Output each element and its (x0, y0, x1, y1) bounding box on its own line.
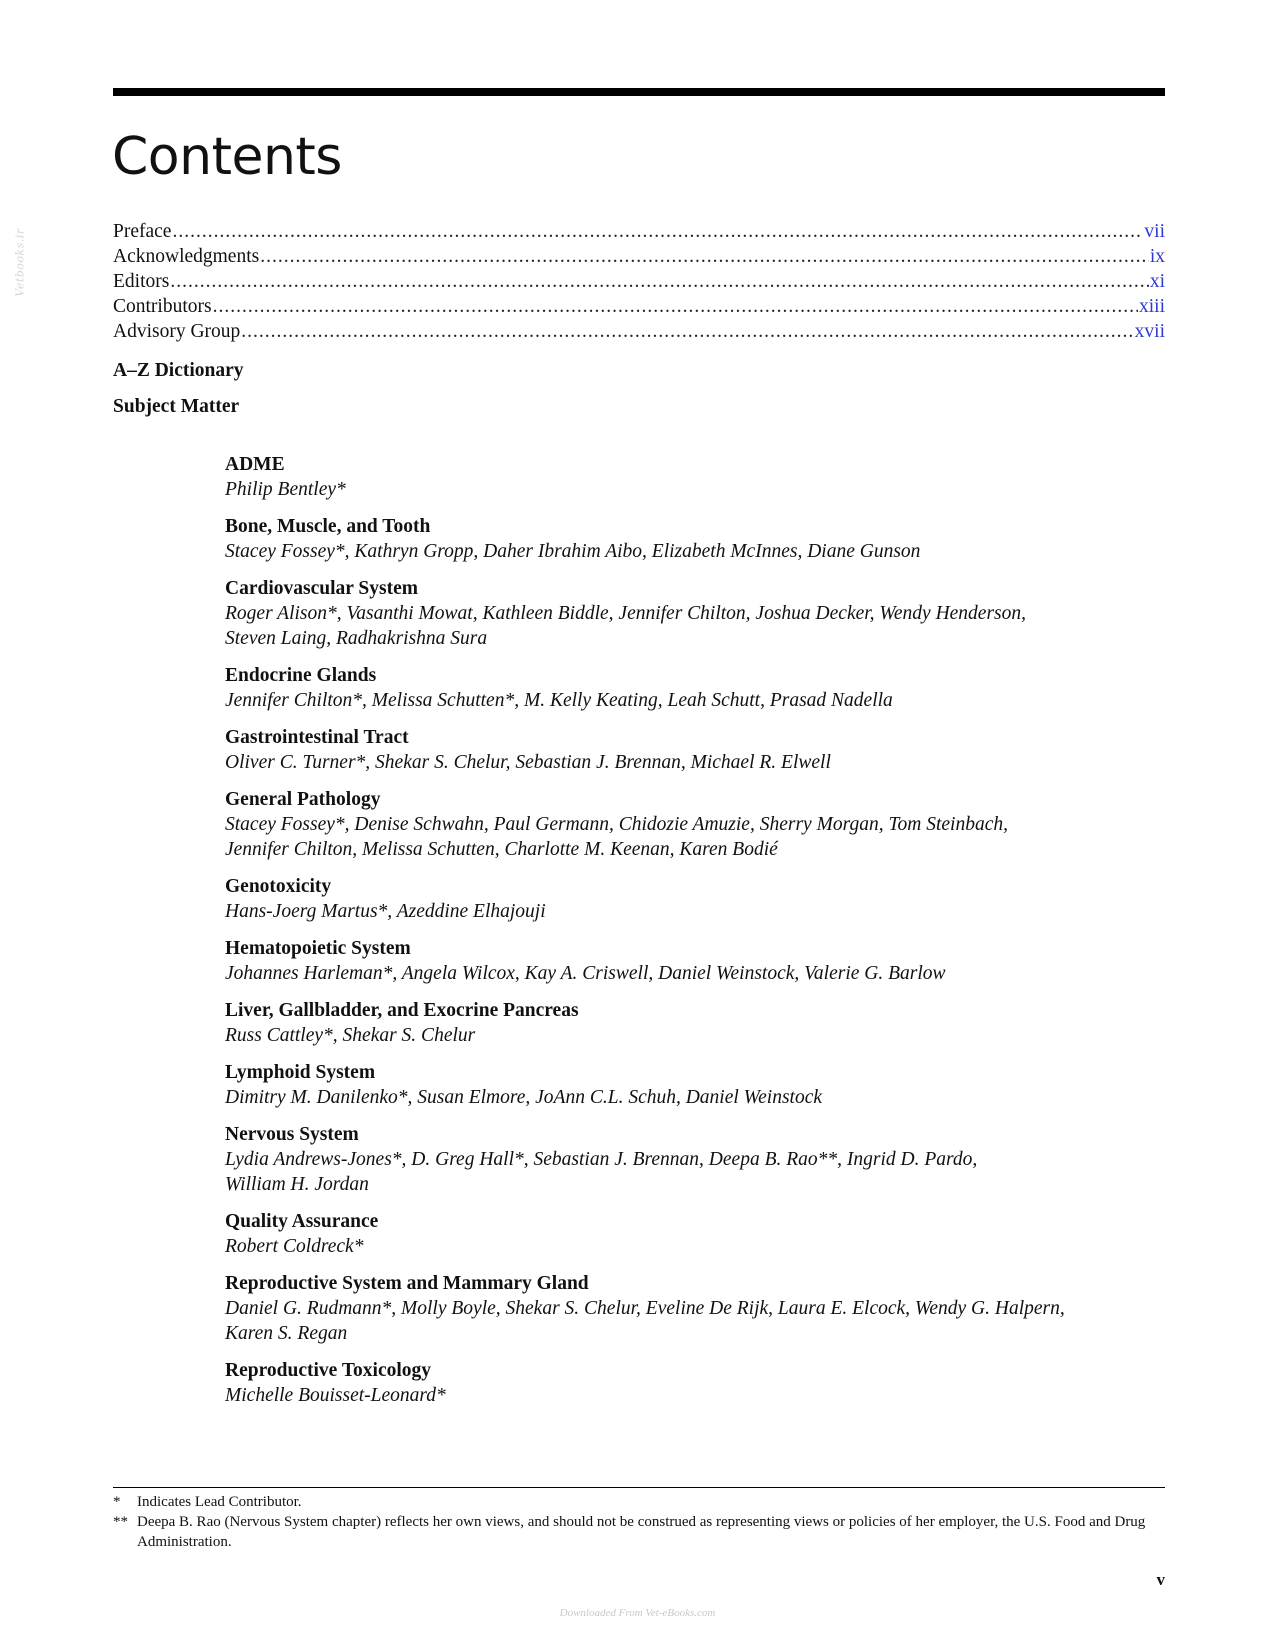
toc-entry-label: Advisory Group (113, 321, 241, 342)
chapter-entry (225, 1358, 1165, 1408)
chapter-title[interactable]: ADME (225, 454, 285, 475)
chapter-authors: Johannes Harleman*, Angela Wilcox, Kay A. Criswell, Daniel Weinstock, Valerie G. Barlow (225, 963, 946, 984)
footnote-mark: ** (113, 1514, 128, 1530)
toc-page-link[interactable]: vii (1144, 221, 1165, 242)
chapter-title[interactable]: Hematopoietic System (225, 938, 411, 959)
dot-leader (172, 219, 1143, 244)
chapter-authors: Russ Cattley*, Shekar S. Chelur (225, 1025, 476, 1046)
chapter-entry (225, 725, 1165, 775)
bottom-watermark: Downloaded From Vet-eBooks.com (559, 1607, 716, 1619)
chapter-entry (225, 787, 1165, 862)
chapter-title[interactable]: Reproductive Toxicology (225, 1360, 432, 1381)
chapter-entry (225, 576, 1165, 651)
chapter-entry (225, 514, 1165, 564)
footnotes (113, 1492, 1165, 1552)
toc-entry-advisory-group[interactable] (113, 319, 1165, 344)
toc-entry-editors[interactable] (113, 269, 1165, 294)
dot-leader (213, 294, 1138, 319)
footnote-text: Deepa B. Rao (Nervous System chapter) reflects her own views, and should not be construed as representing views or policies of her employer, the U.S. Food and Drug Administration. (137, 1514, 1146, 1550)
toc-entry-label: Preface (113, 221, 172, 242)
chapter-entry (225, 1122, 1165, 1197)
chapter-authors: Lydia Andrews-Jones*, D. Greg Hall*, Sebastian J. Brennan, Deepa B. Rao**, Ingrid D. Pardo, William H. Jordan (225, 1149, 978, 1195)
toc-page-link[interactable]: xi (1149, 271, 1165, 292)
chapter-authors: Philip Bentley* (225, 479, 346, 500)
toc-entry-label: Acknowledgments (113, 246, 260, 267)
chapter-authors: Michelle Bouisset-Leonard* (225, 1385, 446, 1406)
footnote-text: Indicates Lead Contributor. (137, 1494, 302, 1510)
chapter-entry (225, 663, 1165, 713)
chapter-title[interactable]: Lymphoid System (225, 1062, 376, 1083)
page-number: v (1156, 1570, 1165, 1589)
chapter-entry (225, 998, 1165, 1048)
chapter-authors: Daniel G. Rudmann*, Molly Boyle, Shekar S. Chelur, Eveline De Rijk, Laura E. Elcock, Wendy G. Halpern, Karen S. Regan (225, 1298, 1065, 1344)
chapter-entry (225, 452, 1165, 502)
top-rule (113, 88, 1165, 96)
chapter-list (225, 452, 1165, 1420)
chapter-authors: Roger Alison*, Vasanthi Mowat, Kathleen Biddle, Jennifer Chilton, Joshua Decker, Wendy Henderson, Steven Laing, Radhakrishna Sura (225, 603, 1027, 649)
chapter-title[interactable]: Genotoxicity (225, 876, 332, 897)
toc-page-link[interactable]: xiii (1138, 296, 1165, 317)
front-matter-list (113, 219, 1165, 344)
chapter-authors: Stacey Fossey*, Kathryn Gropp, Daher Ibrahim Aibo, Elizabeth McInnes, Diane Gunson (225, 541, 921, 562)
section-heading-dictionary: A–Z Dictionary (113, 360, 244, 381)
chapter-title[interactable]: Quality Assurance (225, 1211, 379, 1232)
toc-entry-label: Contributors (113, 296, 212, 317)
toc-entry-preface[interactable] (113, 219, 1165, 244)
section-heading-subject-matter: Subject Matter (113, 396, 240, 417)
chapter-authors: Hans-Joerg Martus*, Azeddine Elhajouji (225, 901, 546, 922)
chapter-title[interactable]: Reproductive System and Mammary Gland (225, 1273, 589, 1294)
chapter-entry (225, 874, 1165, 924)
page-title: Contents (112, 127, 342, 187)
footnote (113, 1492, 1165, 1512)
toc-entry-acknowledgments[interactable] (113, 244, 1165, 269)
chapter-title[interactable]: Cardiovascular System (225, 578, 419, 599)
chapter-title[interactable]: Bone, Muscle, and Tooth (225, 516, 431, 537)
chapter-title[interactable]: Gastrointestinal Tract (225, 727, 409, 748)
dot-leader (260, 244, 1149, 269)
chapter-authors: Jennifer Chilton*, Melissa Schutten*, M. Kelly Keating, Leah Schutt, Prasad Nadella (225, 690, 893, 711)
chapter-authors: Dimitry M. Danilenko*, Susan Elmore, JoAnn C.L. Schuh, Daniel Weinstock (225, 1087, 823, 1108)
chapter-title[interactable]: Liver, Gallbladder, and Exocrine Pancreas (225, 1000, 579, 1021)
dot-leader (241, 319, 1133, 344)
side-watermark: Vetbooks.ir (13, 228, 27, 297)
chapter-authors: Robert Coldreck* (225, 1236, 364, 1257)
toc-page-link[interactable]: xvii (1134, 321, 1165, 342)
footnote (113, 1512, 1165, 1552)
footnote-mark: * (113, 1494, 121, 1510)
chapter-entry (225, 1209, 1165, 1259)
chapter-authors: Oliver C. Turner*, Shekar S. Chelur, Sebastian J. Brennan, Michael R. Elwell (225, 752, 831, 773)
chapter-authors: Stacey Fossey*, Denise Schwahn, Paul Germann, Chidozie Amuzie, Sherry Morgan, Tom Steinbach, Jennifer Chilton, Melissa Schutten, Charlotte M. Keenan, Karen Bodié (225, 814, 1008, 860)
chapter-entry (225, 1271, 1165, 1346)
chapter-title[interactable]: General Pathology (225, 789, 381, 810)
chapter-entry (225, 936, 1165, 986)
chapter-title[interactable]: Nervous System (225, 1124, 359, 1145)
footnote-rule (113, 1487, 1165, 1488)
toc-entry-label: Editors (113, 271, 170, 292)
chapter-title[interactable]: Endocrine Glands (225, 665, 377, 686)
dot-leader (170, 269, 1148, 294)
toc-entry-contributors[interactable] (113, 294, 1165, 319)
toc-page-link[interactable]: ix (1149, 246, 1165, 267)
chapter-entry (225, 1060, 1165, 1110)
